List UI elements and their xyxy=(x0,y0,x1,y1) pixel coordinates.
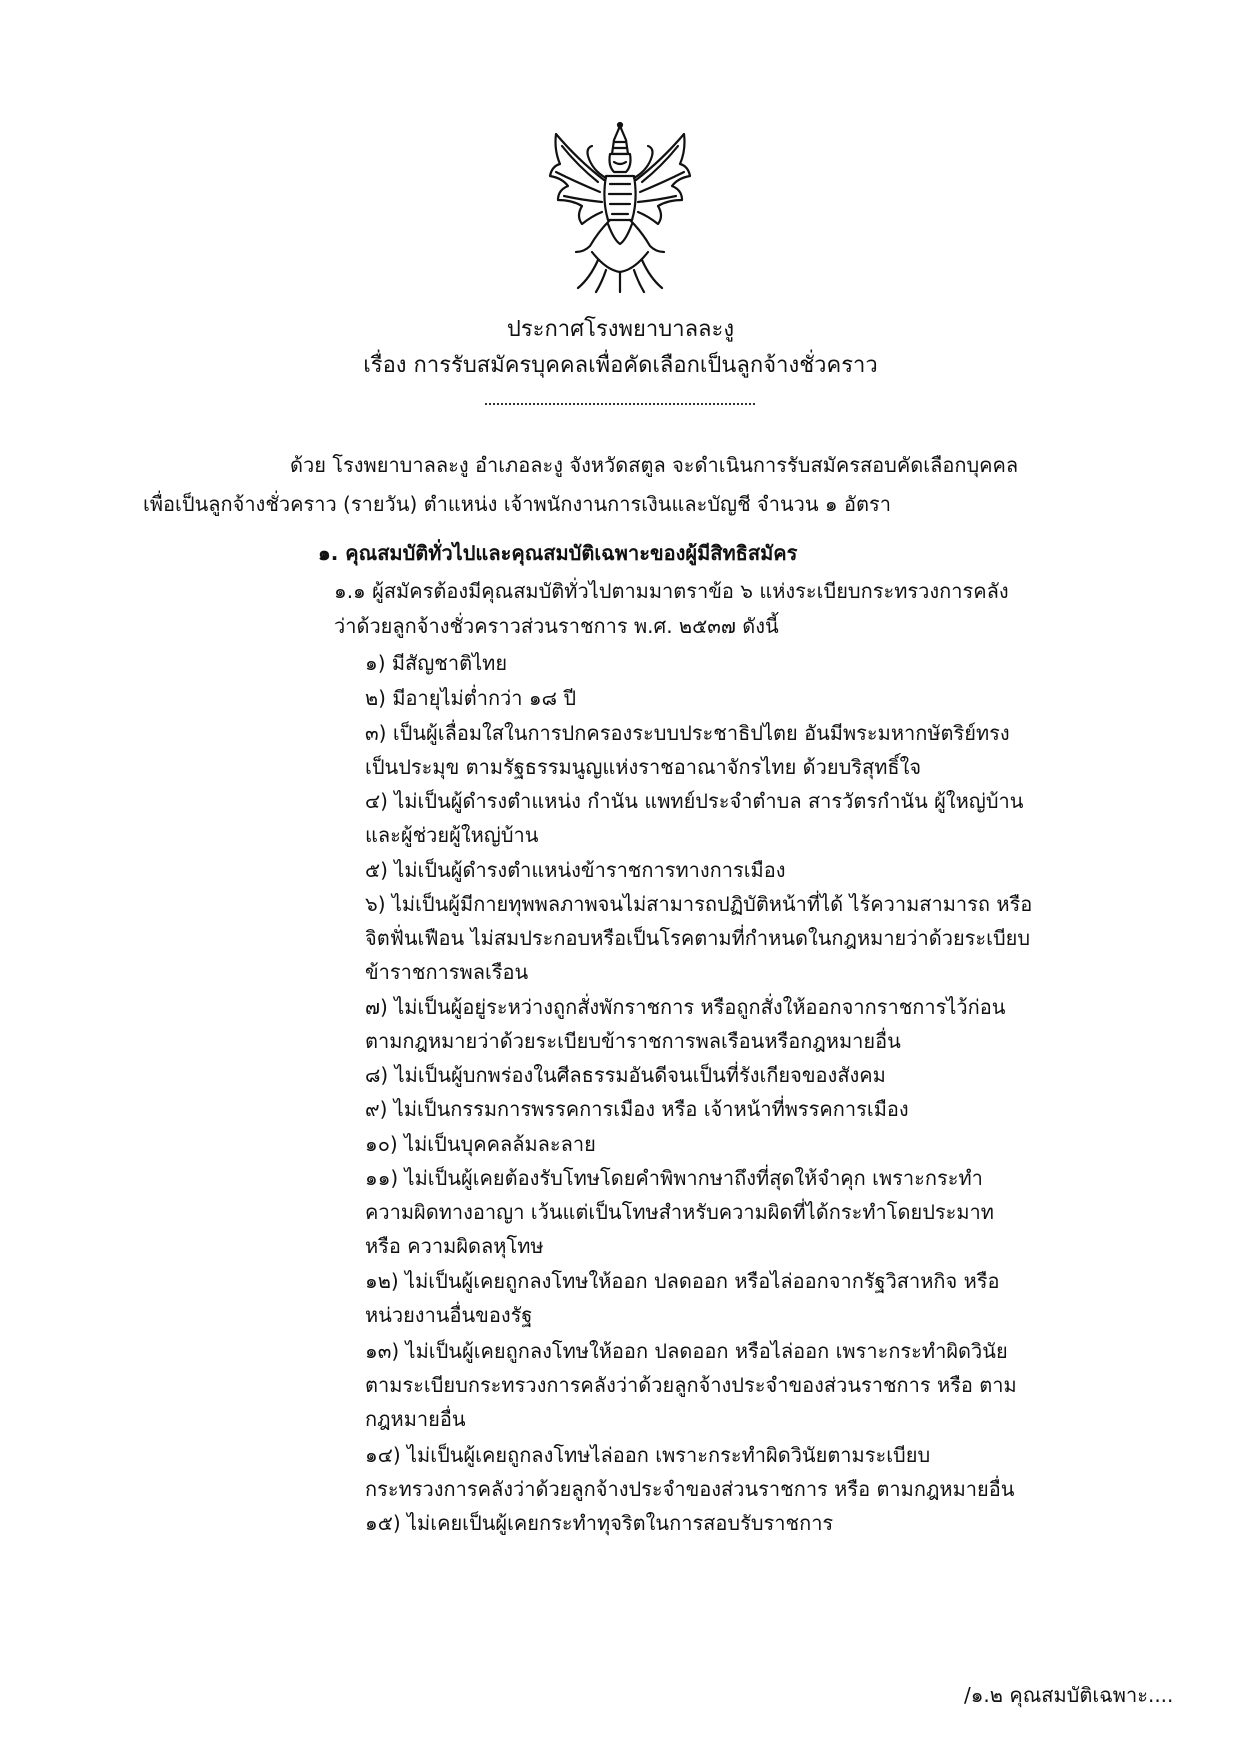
list-item: ๙) ไม่เป็นกรรมการพรรคการเมือง หรือ เจ้าหน้าที่พรรคการเมือง xyxy=(365,1097,909,1121)
sub-1-1-line-2: ว่าด้วยลูกจ้างชั่วคราวส่วนราชการ พ.ศ. ๒๕๓๗ ดังนี้ xyxy=(334,614,779,638)
intro-line-1: ด้วย โรงพยาบาลละงู อำเภอละงู จังหวัดสตูล จะดำเนินการรับสมัครสอบคัดเลือกบุคคล xyxy=(290,453,1019,477)
list-item-continued: และผู้ช่วยผู้ใหญ่บ้าน xyxy=(365,823,539,847)
list-item-continued: เป็นประมุข ตามรัฐธรรมนูญแห่งราชอาณาจักรไทย ด้วยบริสุทธิ์ใจ xyxy=(365,755,922,779)
list-item: ๑) มีสัญชาติไทย xyxy=(365,651,508,675)
list-item: ๑๑) ไม่เป็นผู้เคยต้องรับโทษโดยคำพิพากษาถึงที่สุดให้จำคุก เพราะกระทำ xyxy=(365,1166,983,1190)
list-item-continued: ตามระเบียบกระทรวงการคลังว่าด้วยลูกจ้างประจำของส่วนราชการ หรือ ตาม xyxy=(365,1373,1017,1397)
garuda-emblem-icon xyxy=(548,120,692,296)
list-item: ๒) มีอายุไม่ต่ำกว่า ๑๘ ปี xyxy=(365,686,577,710)
list-item-continued: ข้าราชการพลเรือน xyxy=(365,960,529,984)
list-item-continued: หน่วยงานอื่นของรัฐ xyxy=(365,1303,533,1327)
intro-line-2: เพื่อเป็นลูกจ้างชั่วคราว (รายวัน) ตำแหน่ง เจ้าพนักงานการเงินและบัญชี จำนวน ๑ อัตรา xyxy=(143,492,891,516)
list-item: ๘) ไม่เป็นผู้บกพร่องในศีลธรรมอันดีจนเป็นที่รังเกียจของสังคม xyxy=(365,1063,886,1087)
list-item: ๖) ไม่เป็นผู้มีกายทุพพลภาพจนไม่สามารถปฏิบัติหน้าที่ได้ ไร้ความสามารถ หรือ xyxy=(365,892,1033,916)
announcement-subject: เรื่อง การรับสมัครบุคคลเพื่อคัดเลือกเป็นลูกจ้างชั่วคราว xyxy=(363,353,878,378)
dotted-divider xyxy=(485,403,755,405)
list-item-continued: จิตฟั่นเฟือน ไม่สมประกอบหรือเป็นโรคตามที่กำหนดในกฎหมายว่าด้วยระเบียบ xyxy=(365,926,1031,950)
list-item: ๔) ไม่เป็นผู้ดำรงตำแหน่ง กำนัน แพทย์ประจำตำบล สารวัตรกำนัน ผู้ใหญ่บ้าน xyxy=(365,789,1024,813)
list-item-continued: ตามกฎหมายว่าด้วยระเบียบข้าราชการพลเรือนหรือกฎหมายอื่น xyxy=(365,1029,901,1053)
list-item: ๑๔) ไม่เป็นผู้เคยถูกลงโทษไล่ออก เพราะกระทำผิดวินัยตามระเบียบ xyxy=(365,1443,931,1467)
list-item-continued: ความผิดทางอาญา เว้นแต่เป็นโทษสำหรับความผิดที่ได้กระทำโดยประมาท xyxy=(365,1200,994,1224)
list-item-continued: หรือ ความผิดลหุโทษ xyxy=(365,1234,544,1258)
list-item: ๑๐) ไม่เป็นบุคคลล้มละลาย xyxy=(365,1132,596,1156)
announcement-title: ประกาศโรงพยาบาลละงู xyxy=(506,317,735,342)
continued-on-next-page: /๑.๒ คุณสมบัติเฉพาะ.... xyxy=(964,1683,1174,1707)
list-item: ๓) เป็นผู้เลื่อมใสในการปกครองระบบประชาธิปไตย อันมีพระมหากษัตริย์ทรง xyxy=(365,721,1010,745)
sub-1-1-line-1: ๑.๑ ผู้สมัครต้องมีคุณสมบัติทั่วไปตามมาตราข้อ ๖ แห่งระเบียบกระทรวงการคลัง xyxy=(334,579,1009,603)
list-item: ๕) ไม่เป็นผู้ดำรงตำแหน่งข้าราชการทางการเมือง xyxy=(365,858,786,882)
section-1-heading: ๑. คุณสมบัติทั่วไปและคุณสมบัติเฉพาะของผู้มีสิทธิสมัคร xyxy=(318,541,798,565)
list-item: ๑๒) ไม่เป็นผู้เคยถูกลงโทษให้ออก ปลดออก หรือไล่ออกจากรัฐวิสาหกิจ หรือ xyxy=(365,1269,1000,1293)
list-item: ๑๕) ไม่เคยเป็นผู้เคยกระทำทุจริตในการสอบรับราชการ xyxy=(365,1511,834,1535)
list-item: ๑๓) ไม่เป็นผู้เคยถูกลงโทษให้ออก ปลดออก หรือไล่ออก เพราะกระทำผิดวินัย xyxy=(365,1339,1008,1363)
list-item-continued: กฎหมายอื่น xyxy=(365,1407,466,1431)
list-item-continued: กระทรวงการคลังว่าด้วยลูกจ้างประจำของส่วนราชการ หรือ ตามกฎหมายอื่น xyxy=(365,1477,1015,1501)
list-item: ๗) ไม่เป็นผู้อยู่ระหว่างถูกสั่งพักราชการ หรือถูกสั่งให้ออกจากราชการไว้ก่อน xyxy=(365,995,1006,1019)
